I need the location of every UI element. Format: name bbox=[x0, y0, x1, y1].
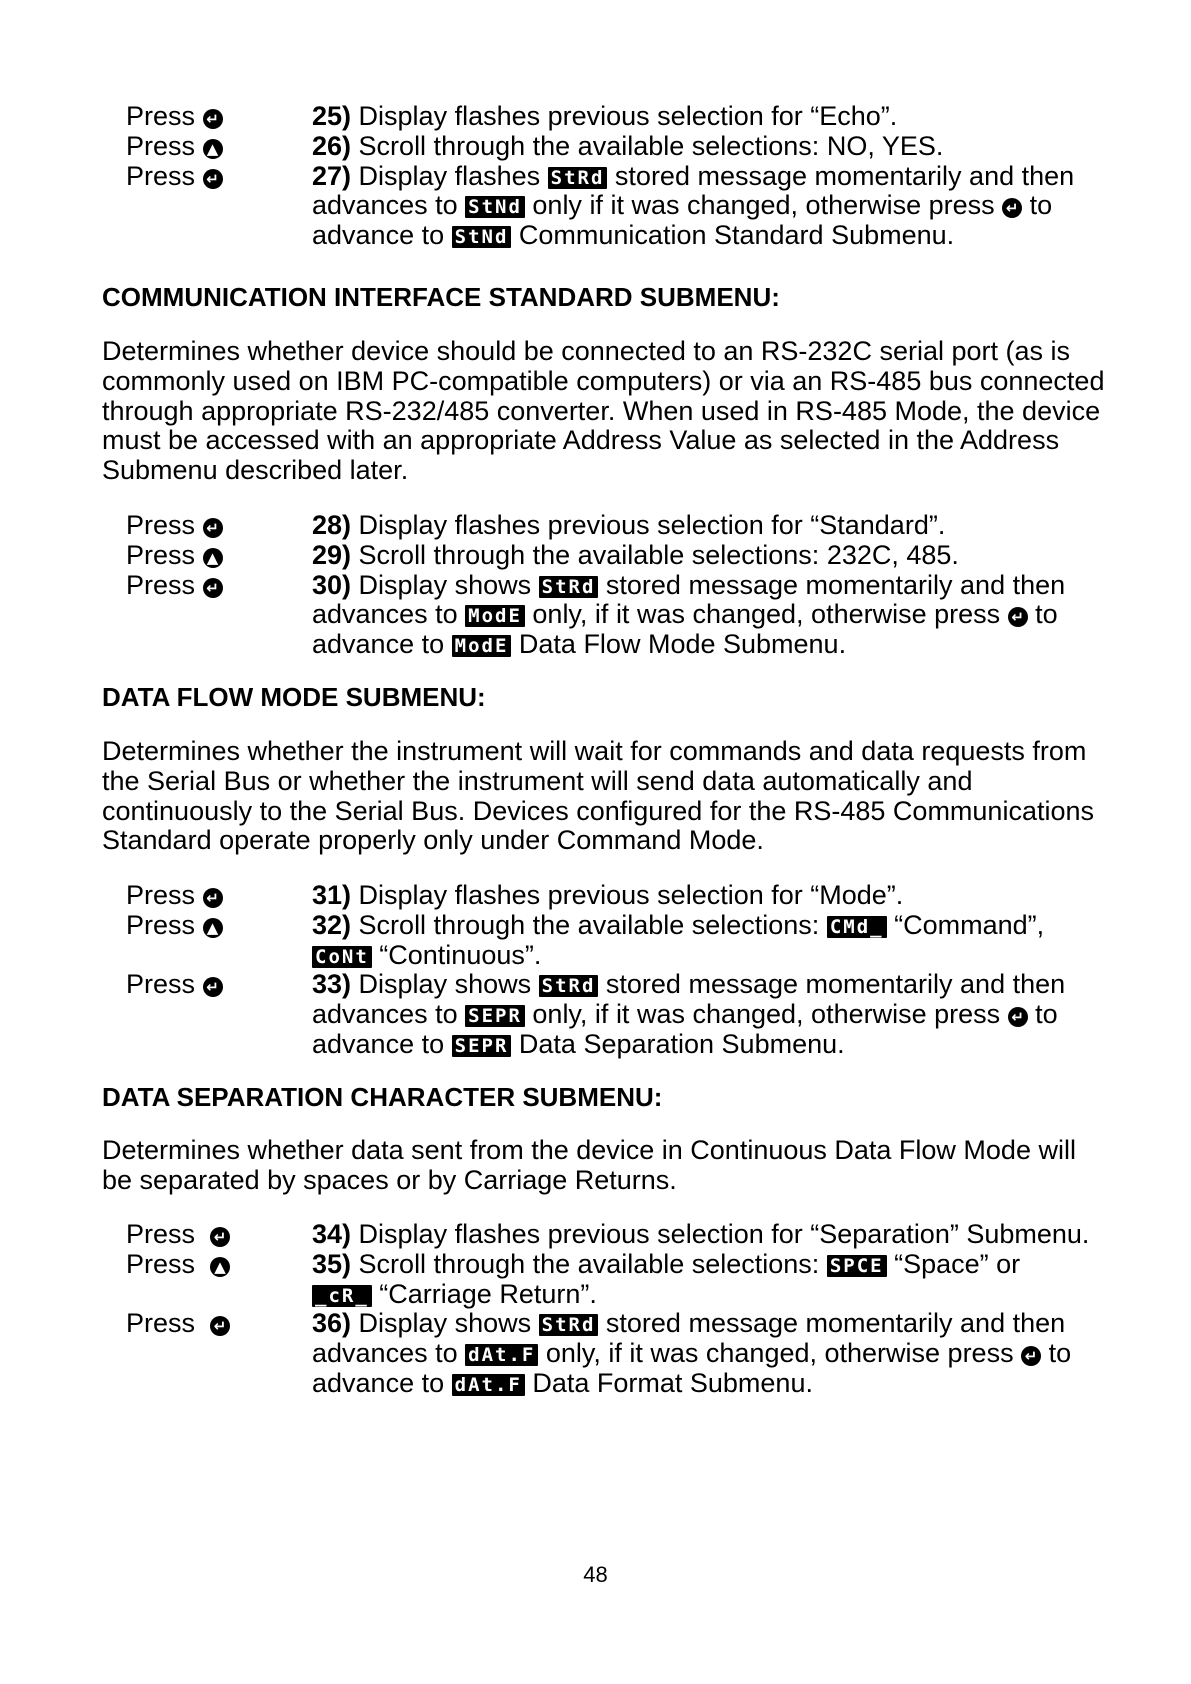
lcd-display: SPCE bbox=[827, 1255, 887, 1277]
up-key-icon: ▲ bbox=[203, 918, 223, 938]
step-26: Press ▲ 26) Scroll through the available selections: NO, YES. bbox=[126, 130, 944, 161]
lcd-display: _cR_ bbox=[312, 1285, 372, 1307]
step-28: Press ↵ 28) Display flashes previous selection for “Standard”. bbox=[126, 510, 946, 540]
enter-key-icon: ↵ bbox=[1002, 198, 1022, 218]
lcd-display: CMd_ bbox=[827, 916, 887, 938]
section-paragraph: Determines whether device should be connected to an RS-232C serial port (as is commonly used on IBM PC-compatible computers) or via an RS-485 bus connected through appropriate RS-232/485 converter. When used in RS-485 Mode, the device must be accessed with an appropriate Address Value as selected in the Address Submenu described later. bbox=[102, 336, 1105, 486]
steps-echo bbox=[126, 102, 1126, 251]
lcd-display: StRd bbox=[548, 167, 608, 189]
enter-key-icon: ↵ bbox=[203, 518, 223, 538]
enter-key-icon: ↵ bbox=[1008, 607, 1028, 627]
section-paragraph: Determines whether the instrument will wait for commands and data requests from the Serial Bus or whether the instrument will send data automatically and continuously to the Serial Bus. Devices configured for the RS-485 Communications Standard operate properly only under Command Mode. bbox=[102, 736, 1094, 856]
section-heading: COMMUNICATION INTERFACE STANDARD SUBMENU: bbox=[102, 282, 780, 312]
steps-separation bbox=[126, 1220, 1126, 1399]
section-paragraph: Determines whether data sent from the device in Continuous Data Flow Mode will be separated by spaces or by Carriage Returns. bbox=[102, 1135, 1076, 1195]
enter-key-icon: ↵ bbox=[203, 109, 223, 129]
lcd-display: ModE bbox=[465, 605, 525, 627]
lcd-display: CoNt bbox=[312, 946, 372, 968]
lcd-display: StRd bbox=[539, 576, 599, 598]
steps-mode bbox=[126, 881, 1126, 1060]
steps-standard bbox=[126, 511, 1126, 660]
lcd-display: StRd bbox=[539, 1314, 599, 1336]
step-34: Press ↵ 34) Display flashes previous selection for “Separation” Submenu. bbox=[126, 1219, 1090, 1249]
enter-key-icon: ↵ bbox=[203, 888, 223, 908]
step-25: Press ↵ 25) Display flashes previous selection for “Echo”. bbox=[126, 101, 898, 131]
up-key-icon: ▲ bbox=[203, 139, 223, 159]
enter-key-icon: ↵ bbox=[203, 169, 223, 189]
step-32: Press ▲ 32) Scroll through the available selections: CMd_ “Command”, CoNt “Continuous”. bbox=[126, 909, 1045, 970]
lcd-display: dAt.F bbox=[465, 1344, 538, 1366]
step-27: Press ↵ 27) Display flashes StRd stored message momentarily and then advances to StNd only if it was changed, otherwise press ↵ to advance to StNd Communication Standard Submenu. bbox=[126, 160, 1075, 251]
enter-key-icon: ↵ bbox=[203, 977, 223, 997]
lcd-display: StNd bbox=[465, 196, 525, 218]
step-29: Press ▲ 29) Scroll through the available selections: 232C, 485. bbox=[126, 539, 959, 570]
step-35: Press ▲ 35) Scroll through the available selections: SPCE “Space” or _cR_ “Carriage Return”. bbox=[126, 1248, 1021, 1309]
enter-key-icon: ↵ bbox=[210, 1227, 230, 1247]
step-31: Press ↵ 31) Display flashes previous selection for “Mode”. bbox=[126, 880, 904, 910]
lcd-display: dAt.F bbox=[452, 1374, 525, 1396]
step-30: Press ↵ 30) Display shows StRd stored message momentarily and then advances to ModE only, if it was changed, otherwise press ↵ to advance to ModE Data Flow Mode Submenu. bbox=[126, 569, 1066, 660]
enter-key-icon: ↵ bbox=[1021, 1346, 1041, 1366]
up-key-icon: ▲ bbox=[203, 548, 223, 568]
enter-key-icon: ↵ bbox=[203, 578, 223, 598]
step-36: Press ↵ 36) Display shows StRd stored message momentarily and then advances to dAt.F only, if it was changed, otherwise press ↵ to advance to dAt.F Data Format Submenu. bbox=[126, 1308, 1072, 1398]
lcd-display: StRd bbox=[539, 975, 599, 997]
section-heading: DATA FLOW MODE SUBMENU: bbox=[102, 682, 486, 712]
enter-key-icon: ↵ bbox=[210, 1316, 230, 1336]
lcd-display: StNd bbox=[452, 226, 512, 248]
step-33: Press ↵ 33) Display shows StRd stored message momentarily and then advances to SEPR only, if it was changed, otherwise press ↵ to advance to SEPR Data Separation Submenu. bbox=[126, 969, 1066, 1059]
section-heading: DATA SEPARATION CHARACTER SUBMENU: bbox=[102, 1082, 663, 1112]
lcd-display: SEPR bbox=[465, 1005, 525, 1027]
up-key-icon: ▲ bbox=[210, 1257, 230, 1277]
enter-key-icon: ↵ bbox=[1008, 1007, 1028, 1027]
lcd-display: SEPR bbox=[452, 1035, 512, 1057]
lcd-display: ModE bbox=[452, 635, 512, 657]
page-number: 48 bbox=[583, 1562, 608, 1587]
